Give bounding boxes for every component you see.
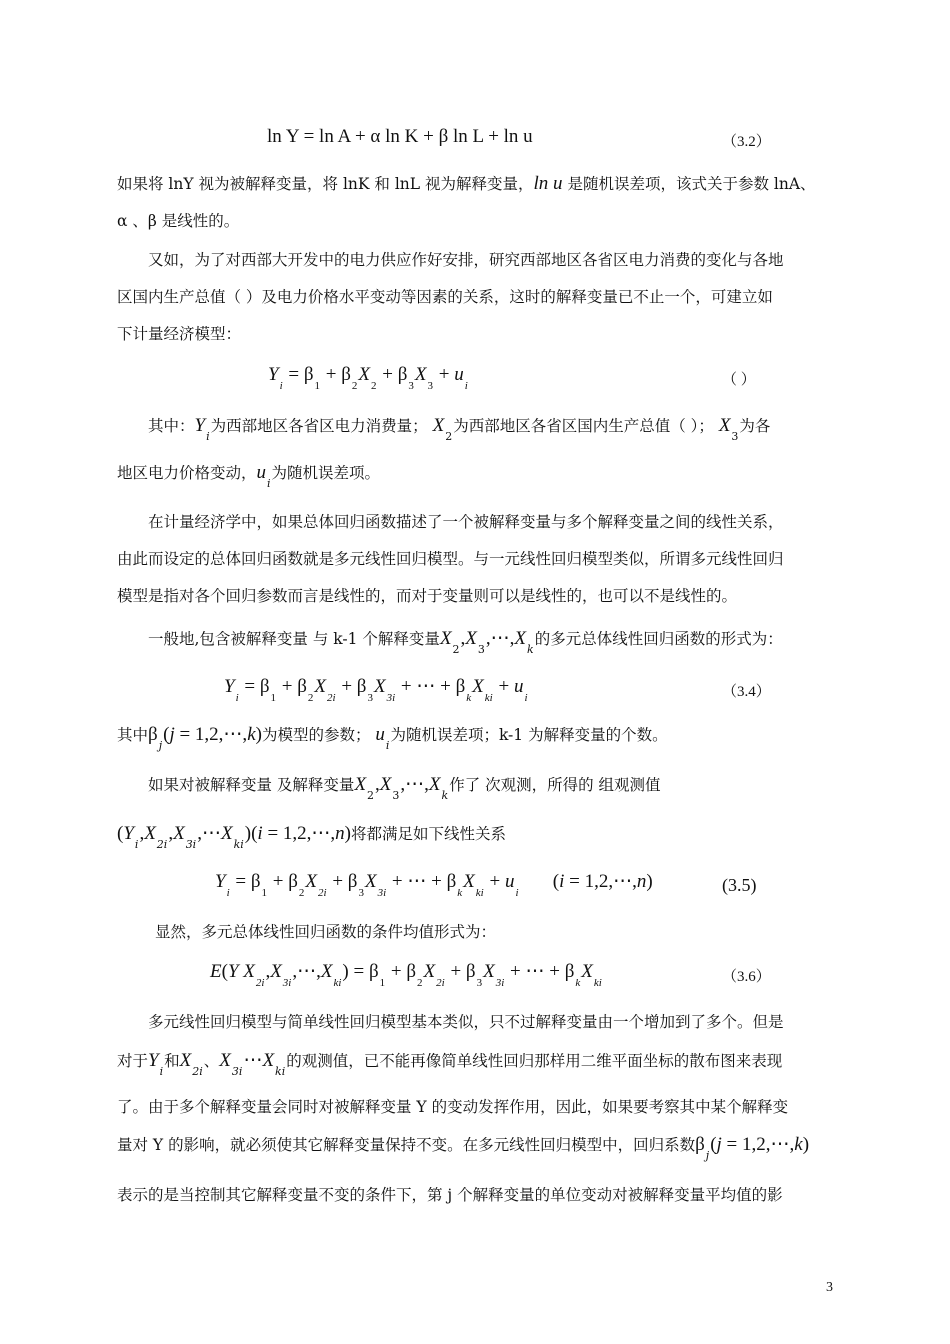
text-segment: 为各 xyxy=(739,417,771,435)
paragraph-3-line-1: 其中：$Y_i$为西部地区各省区电力消费量； $X_2$为西部地区各省区国内生产总值（ ）； $X_3$为各 xyxy=(148,415,771,443)
paragraph-6-line-1: 其中$\beta_j(j$ = 1,2,⋯,k)为模型的参数； $u_i$为随机误差项；k-1 为解释变量的个数。 xyxy=(117,724,668,752)
paragraph-7-line-2: $(Y_i,X_{2i},X_{3i},\cdots X_{ki})(i$ = 1,2,⋯,n)将都满足如下线性关系 xyxy=(117,823,507,851)
text-segment: 的观测值，已不能再像简单线性回归那样用二维平面坐标的散布图来表现 xyxy=(286,1052,783,1070)
equation-3-2 xyxy=(267,126,533,148)
equation-number-3-5: (3.5) xyxy=(722,875,757,895)
text-segment: 地区电力价格变动， xyxy=(117,464,257,482)
paragraph-9-line-5: 表示的是当控制其它解释变量不变的条件下，第 j 个解释变量的单位变动对被解释变量平均值的影 xyxy=(117,1186,783,1204)
paragraph-5-line-1: 一般地,包含被解释变量 与 k-1 个解释变量$X_2,X_3,\cdots,X_k$的多元总体线性回归函数的形式为： xyxy=(148,628,783,656)
text-segment: 的多元总体线性回归函数的形式为： xyxy=(534,630,783,648)
text-segment: 其中： xyxy=(148,417,195,435)
math-lnu: ln u xyxy=(533,173,563,194)
paragraph-7-line-1: 如果对被解释变量 及解释变量$X_2,X_3,\cdots,X_k$作了 次观测，所得的 组观测值 xyxy=(148,774,661,802)
text-segment: 为模型的参数； xyxy=(261,726,371,744)
paragraph-2-line-2: 区国内生产总值（ ）及电力价格水平变动等因素的关系，这时的解释变量已不止一个，可建立如 xyxy=(117,288,773,306)
text-segment: 作了 次观测，所得的 组观测值 xyxy=(449,776,661,794)
text-segment: 是随机误差项，该式关于参数 lnA、 xyxy=(562,175,816,193)
paragraph-1-line-1 xyxy=(117,173,816,195)
text-segment: 为随机误差项。 xyxy=(271,464,381,482)
equation-3-3: $Y_i = \beta_1 + \beta_2X_2 + \beta_3X_3 + u_i$ xyxy=(268,364,468,392)
text-segment: 为西部地区各省区电力消费量； xyxy=(210,417,428,435)
paragraph-8-line-1: 显然，多元总体线性回归函数的条件均值形式为： xyxy=(155,923,497,941)
paragraph-3-line-2: 地区电力价格变动，$u_i$为随机误差项。 xyxy=(117,462,381,490)
equation-3-4: $Y_i = \beta_1 + \beta_2X_{2i} + \beta_3X_{3i}$ + ⋯ + $\beta_kX_{ki} + u_i$ xyxy=(224,676,528,704)
equation-3-6: E(Y $X_{2i},X_{3i},\cdots,X_{ki}) = \beta_1 + \beta_2X_{2i} + \beta_3X_{3i}$ + ⋯ + $\beta_kX_{ki}$ xyxy=(210,961,602,989)
equation-number-3-2: （3.2） xyxy=(722,134,771,150)
paragraph-9-line-2: 对于$Y_i$和$X_{2i}$、$X_{3i}\cdots X_{ki}$的观测值，已不能再像简单线性回归那样用二维平面坐标的散布图来表现 xyxy=(117,1050,783,1078)
text-segment: 、 xyxy=(203,1052,220,1070)
text-segment: 量对 Y 的影响，就必须使其它解释变量保持不变。在多元线性回归模型中，回归系数 xyxy=(117,1136,696,1154)
paragraph-2-line-3: 下计量经济模型： xyxy=(117,325,242,343)
paragraph-4-line-3: 模型是指对各个回归参数而言是线性的，而对于变量则可以是线性的，也可以不是线性的。 xyxy=(117,587,738,605)
text-segment: 如果对被解释变量 及解释变量 xyxy=(148,776,355,794)
equation-number-3-3: （ ） xyxy=(722,372,756,388)
paragraph-9-line-1: 多元线性回归模型与简单线性回归模型基本类似，只不过解释变量由一个增加到了多个。但是 xyxy=(148,1013,784,1031)
text-segment: 将都满足如下线性关系 xyxy=(351,825,507,843)
equation-3-5: $Y_i = \beta_1 + \beta_2X_{2i} + \beta_3X_{3i}$ + ⋯ + $\beta_kX_{ki} + u_i$ (i = 1,2,⋯,n) xyxy=(215,871,653,899)
equation-number-3-4: （3.4） xyxy=(722,684,771,700)
text-segment: 为随机误差项；k-1 为解释变量的个数。 xyxy=(390,726,668,744)
paragraph-1-line-2: α 、β 是线性的。 xyxy=(117,212,240,230)
paragraph-9-line-4: 量对 Y 的影响，就必须使其它解释变量保持不变。在多元线性回归模型中，回归系数$\beta_j(j$ = 1,2,⋯,k) xyxy=(117,1134,810,1162)
text-segment: 为西部地区各省区国内生产总值（ ）； xyxy=(453,417,714,435)
paragraph-4-line-2: 由此而设定的总体回归函数就是多元线性回归模型。与一元线性回归模型类似，所谓多元线性回归 xyxy=(117,550,784,568)
paragraph-9-line-3: 了。由于多个解释变量会同时对被解释变量 Y 的变动发挥作用，因此，如果要考察其中某个解释变 xyxy=(117,1098,789,1116)
text-segment: 对于 xyxy=(117,1052,149,1070)
text-segment: 如果将 lnY 视为被解释变量，将 lnK 和 lnL 视为解释变量， xyxy=(117,175,534,193)
equation-3-2-text: ln Y = ln A + α ln K + β ln L + ln u xyxy=(267,126,533,147)
equation-number-3-6: （3.6） xyxy=(722,969,771,985)
text-segment: 和 xyxy=(164,1052,180,1070)
paragraph-2-line-1: 又如，为了对西部大开发中的电力供应作好安排，研究西部地区各省区电力消费的变化与各地 xyxy=(148,251,784,269)
text-segment: 一般地,包含被解释变量 与 k-1 个解释变量 xyxy=(148,630,440,648)
page-number: 3 xyxy=(826,1280,833,1295)
paragraph-4-line-1: 在计量经济学中，如果总体回归函数描述了一个被解释变量与多个解释变量之间的线性关系， xyxy=(148,513,784,531)
text-segment: 其中 xyxy=(117,726,149,744)
